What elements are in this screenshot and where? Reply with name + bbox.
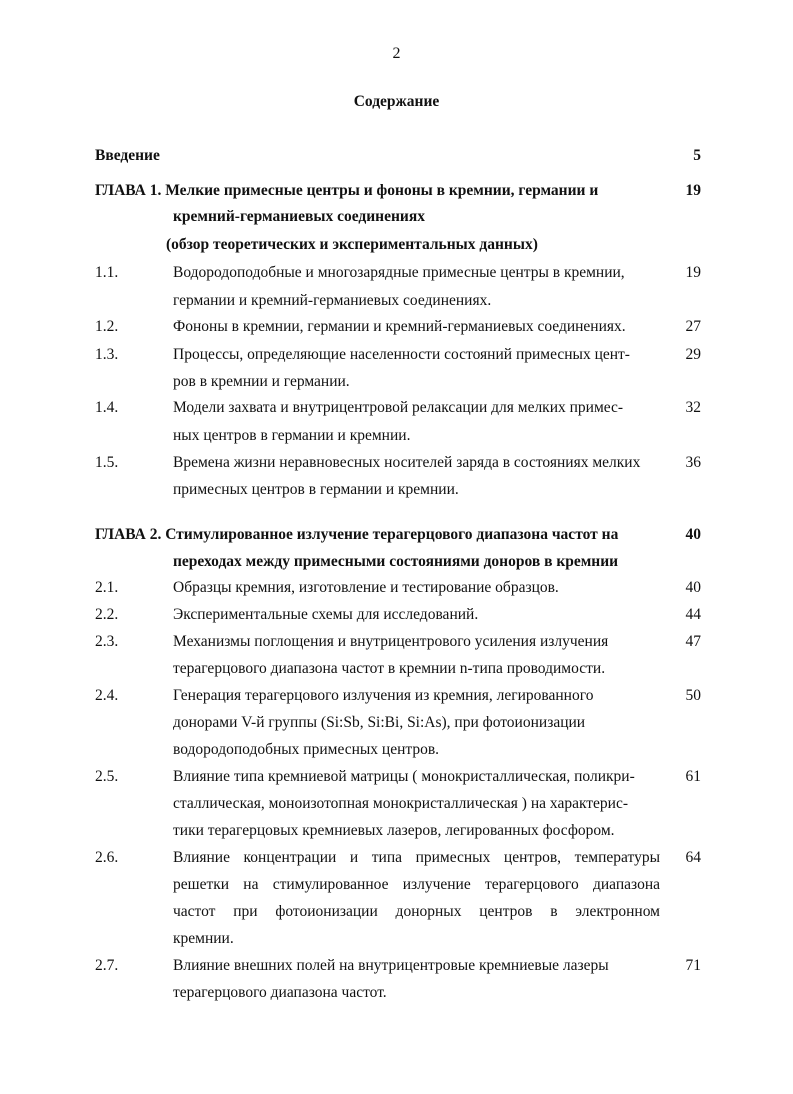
section-page: 19 — [685, 264, 701, 281]
section-title-line: Процессы, определяющие населенности состояний примесных цент- — [173, 346, 630, 363]
section-title-line: Влияние внешних полей на внутрицентровые кремниевые лазеры — [173, 957, 609, 974]
section-page: 44 — [685, 606, 701, 623]
section-page: 64 — [685, 849, 701, 866]
section-title-line: ных центров в германии и кремнии. — [173, 427, 411, 444]
section-title-line: Фононы в кремнии, германии и кремний-германиевых соединениях. — [173, 318, 626, 335]
section-title-line: частот при фотоионизации донорных центров в электронном — [173, 903, 660, 920]
section-title-line: донорами V-й группы (Si:Sb, Si:Bi, Si:As), при фотоионизации — [173, 714, 586, 731]
chapter-1-heading-line: (обзор теоретических и экспериментальных данных) — [166, 236, 538, 253]
section-title-line: Механизмы поглощения и внутрицентрового усиления излучения — [173, 633, 609, 650]
chapter-1-page: 19 — [685, 182, 701, 199]
section-number: 2.4. — [95, 687, 119, 704]
section-number: 2.1. — [95, 579, 119, 596]
toc-intro-label: Введение — [95, 147, 160, 164]
section-title-line: Влияние концентрации и типа примесных центров, температуры — [173, 849, 660, 866]
section-title-line: кремнии. — [173, 930, 234, 947]
section-title-line: Водородоподобные и многозарядные примесные центры в кремнии, — [173, 264, 625, 281]
section-title-line: Влияние типа кремниевой матрицы ( монокристаллическая, поликри- — [173, 768, 635, 785]
section-title-line: решетки на стимулированное излучение терагерцового диапазона — [173, 876, 660, 893]
section-number: 2.5. — [95, 768, 119, 785]
section-title-line: Экспериментальные схемы для исследований. — [173, 606, 479, 623]
section-title-line: Образцы кремния, изготовление и тестирование образцов. — [173, 579, 559, 596]
section-number: 1.2. — [95, 318, 119, 335]
section-number: 1.3. — [95, 346, 119, 363]
section-title-line: тики терагерцовых кремниевых лазеров, легированных фосфором. — [173, 822, 615, 839]
section-title-line: терагерцового диапазона частот в кремнии n-типа проводимости. — [173, 660, 606, 677]
section-number: 1.5. — [95, 454, 119, 471]
section-title-line: Генерация терагерцового излучения из кремния, легированного — [173, 687, 594, 704]
section-number: 1.1. — [95, 264, 119, 281]
chapter-1-heading-line: ГЛАВА 1. Мелкие примесные центры и фононы в кремнии, германии и — [95, 182, 599, 199]
section-page: 61 — [685, 768, 701, 785]
toc-title: Содержание — [353, 93, 440, 110]
chapter-1-heading-line: кремний-германиевых соединениях — [173, 208, 425, 225]
section-number: 2.7. — [95, 957, 119, 974]
section-title-line: водородоподобных примесных центров. — [173, 741, 440, 758]
section-number: 1.4. — [95, 399, 119, 416]
section-page: 29 — [685, 346, 701, 363]
section-title-line: германии и кремний-германиевых соединениях. — [173, 292, 492, 309]
section-number: 2.6. — [95, 849, 119, 866]
section-number: 2.3. — [95, 633, 119, 650]
section-page: 27 — [685, 318, 701, 335]
section-number: 2.2. — [95, 606, 119, 623]
chapter-2-heading-line: переходах между примесными состояниями доноров в кремнии — [173, 553, 619, 570]
section-title-line: терагерцового диапазона частот. — [173, 984, 387, 1001]
section-page: 50 — [685, 687, 701, 704]
section-page: 36 — [685, 454, 701, 471]
section-title-line: Модели захвата и внутрицентровой релаксации для мелких примес- — [173, 399, 624, 416]
section-title-line: Времена жизни неравновесных носителей заряда в состояниях мелких — [173, 454, 641, 471]
toc-intro-page: 5 — [693, 147, 701, 164]
section-title-line: примесных центров в германии и кремнии. — [173, 481, 459, 498]
chapter-2-heading-line: ГЛАВА 2. Стимулированное излучение терагерцового диапазона частот на — [95, 526, 619, 543]
chapter-2-page: 40 — [685, 526, 701, 543]
page-number: 2 — [392, 45, 401, 62]
section-page: 71 — [685, 957, 701, 974]
section-page: 40 — [685, 579, 701, 596]
section-title-line: ров в кремнии и германии. — [173, 373, 350, 390]
section-page: 47 — [685, 633, 701, 650]
section-page: 32 — [685, 399, 701, 416]
section-title-line: сталлическая, моноизотопная монокристаллическая ) на характерис- — [173, 795, 629, 812]
